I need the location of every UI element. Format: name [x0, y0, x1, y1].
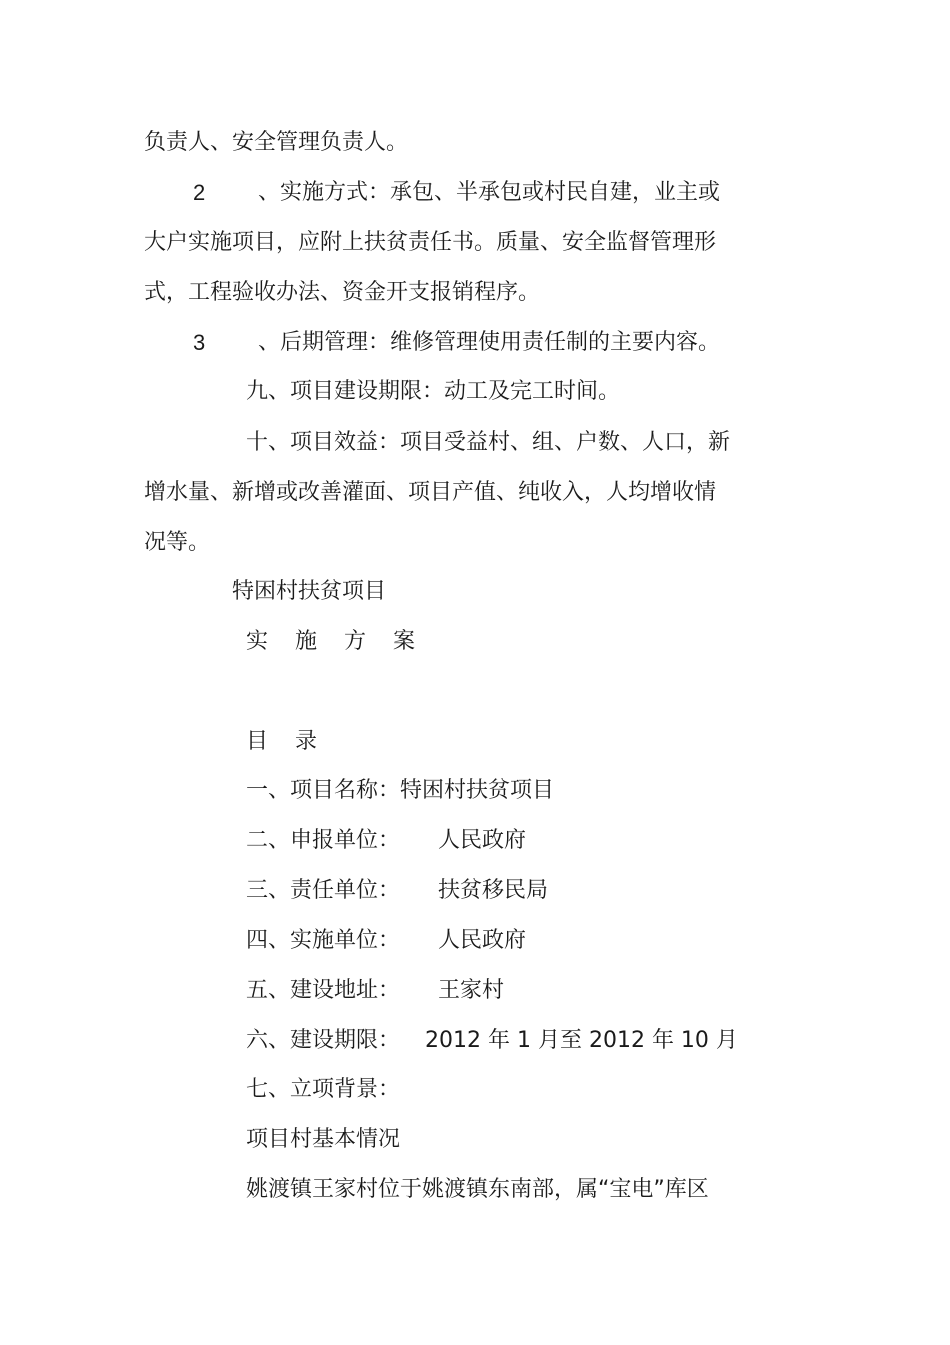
section-heading: 项目村基本情况 — [246, 1127, 401, 1152]
toc-item-3-label: 三、责任单位： — [246, 878, 401, 903]
body-line-8: 增水量、新增或改善灌面、项目产值、纯收入，人均增收情 — [144, 480, 717, 505]
body-line-1: 负责人、安全管理负责人。 — [144, 130, 409, 155]
toc-item-5-value: 王家村 — [438, 978, 505, 1003]
body-line-5: 、后期管理：维修管理使用责任制的主要内容。 — [258, 330, 721, 355]
body-line-2: 、实施方式：承包、半承包或村民自建，业主或 — [258, 180, 721, 205]
toc-item-6-value: 2012 年 1 月至 2012 年 10 月 — [425, 1028, 738, 1053]
section-title: 特困村扶贫项目 — [232, 579, 387, 604]
list-number-2: 2 — [193, 180, 206, 205]
toc-item-6-label: 六、建设期限： — [246, 1028, 401, 1053]
toc-item-2-value: 人民政府 — [438, 828, 527, 853]
body-line-3: 大户实施项目，应附上扶贫责任书。质量、安全监督管理形 — [144, 230, 717, 255]
toc-item-2-label: 二、申报单位： — [246, 828, 401, 853]
toc-item-5-label: 五、建设地址： — [246, 978, 401, 1003]
toc-item-4-label: 四、实施单位： — [246, 928, 401, 953]
toc-item-3-value: 扶贫移民局 — [438, 878, 549, 903]
toc-item-4-value: 人民政府 — [438, 928, 527, 953]
section-subtitle: 实施方案 — [246, 629, 443, 654]
body-line-6: 九、项目建设期限：动工及完工时间。 — [246, 379, 621, 404]
paragraph-start: 姚渡镇王家村位于姚渡镇东南部，属“宝电”库区 — [246, 1177, 709, 1202]
toc-item-1: 一、项目名称：特困村扶贫项目 — [246, 778, 555, 803]
toc-item-7: 七、立项背景： — [246, 1077, 401, 1102]
body-line-9: 况等。 — [144, 530, 211, 555]
body-line-4: 式，工程验收办法、资金开支报销程序。 — [144, 280, 541, 305]
toc-heading: 目录 — [246, 729, 345, 754]
list-number-3: 3 — [193, 330, 206, 355]
body-line-7: 十、项目效益：项目受益村、组、户数、人口，新 — [246, 430, 731, 455]
